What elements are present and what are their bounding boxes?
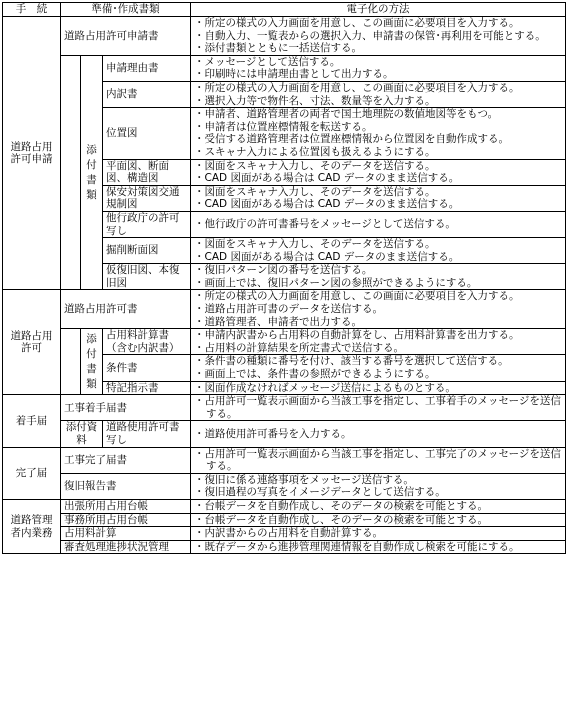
method-item: ・メッセージとして送信する。 xyxy=(194,55,341,68)
method-item: ・台帳データを自動作成し、そのデータの検索を可能とする。 xyxy=(194,499,489,512)
table-row xyxy=(3,513,566,527)
doc-reason-statement: 申請理由書 xyxy=(103,55,191,81)
method-item: ・復旧に係る連絡事項をメッセージ送信する。 xyxy=(194,473,414,486)
method-item: ・CAD 図面がある場合は CAD データのまま送信する。 xyxy=(194,198,460,211)
method-item: ・道路管理者、申請者で出力する。 xyxy=(194,315,363,328)
method-item: ・占用許可一覧表示画面から当該工事を指定し、工事着手のメッセージを送信する。 xyxy=(194,395,561,420)
doc-conditions: 条件書 xyxy=(103,355,191,381)
doc-start-notice: 工事着手届書 xyxy=(61,395,191,421)
method-cell xyxy=(191,473,566,499)
procedure-table xyxy=(2,2,566,554)
doc-permit: 道路占用許可書 xyxy=(61,290,191,329)
method-item: ・内訳書からの占用料を自動計算する。 xyxy=(194,527,384,540)
doc-office-ledger: 事務所用占用台帳 xyxy=(61,513,191,527)
doc-road-use-permit-copy: 道路使用許可書写し xyxy=(103,421,191,447)
method-item: ・CAD 図面がある場合は CAD データのまま送信する。 xyxy=(194,172,460,185)
method-item: ・画面上では、条件書の参照ができるようにする。 xyxy=(194,368,436,381)
method-cell xyxy=(191,355,566,381)
method-item: ・スキャナ入力による位置図も扱えるようにする。 xyxy=(194,145,436,158)
header-documents: 準備･作成書類 xyxy=(61,3,191,17)
attachment-group-label: 添付書類 xyxy=(81,55,103,290)
method-item: ・図面作成なければメッセージ送信によるものとする。 xyxy=(194,381,456,394)
method-cell xyxy=(191,499,566,513)
method-cell xyxy=(191,329,566,355)
table-row xyxy=(3,290,566,329)
doc-safety-traffic-plans: 保安対策図交通規制図 xyxy=(103,185,191,211)
method-item: ・申請内訳書から占用料の自動計算をし、占用料計算書を出力する。 xyxy=(194,329,520,342)
doc-application-form: 道路占用許可申請書 xyxy=(61,17,191,56)
attachment-material-label: 添付資料 xyxy=(61,421,103,447)
method-item: ・台帳データを自動作成し、そのデータの検索を可能とする。 xyxy=(194,513,489,526)
header-row xyxy=(3,3,566,17)
method-item: ・既存データから進捗管理関連情報を自動作成し検索を可能にする。 xyxy=(194,540,520,553)
method-item: ・図面をスキャナ入力し、そのデータを送信する。 xyxy=(194,185,436,198)
method-item: ・画面上では、復旧パターン図の参照ができるようにする。 xyxy=(194,276,478,289)
procedure-application: 道路占用許可申請 xyxy=(3,17,61,290)
method-item: ・道路使用許可番号を入力する。 xyxy=(194,427,352,440)
doc-progress-management: 審査処理進捗状況管理 xyxy=(61,540,191,554)
table-row xyxy=(3,527,566,541)
doc-excavation-section: 掘削断面図 xyxy=(103,238,191,264)
procedure-completion: 完了届 xyxy=(3,447,61,499)
doc-completion-notice: 工事完了届書 xyxy=(61,447,191,473)
method-cell xyxy=(191,185,566,211)
blank-cell xyxy=(61,55,81,290)
doc-restoration-report: 復旧報告書 xyxy=(61,473,191,499)
blank-cell xyxy=(61,329,81,395)
method-cell xyxy=(191,421,566,447)
method-cell xyxy=(191,290,566,329)
procedure-permit: 道路占用許可 xyxy=(3,290,61,395)
method-cell xyxy=(191,527,566,541)
method-item: ・復旧過程の写真をイメージデータとして送信する。 xyxy=(194,486,446,499)
doc-branch-ledger: 出張所用占用台帳 xyxy=(61,499,191,513)
method-cell xyxy=(191,211,566,237)
doc-plan-section-drawings: 平面図、断面図、構造図 xyxy=(103,159,191,185)
method-item: ・復旧パターン図の番号を送信する。 xyxy=(194,264,373,277)
method-item: ・条件書の種類に番号を付け、該当する番号を選択して送信する。 xyxy=(194,355,509,368)
table-row xyxy=(3,55,566,81)
doc-other-agency-permit: 他行政庁の許可写し xyxy=(103,211,191,237)
method-item: ・CAD 図面がある場合は CAD データのまま送信する。 xyxy=(194,250,460,263)
method-item: ・自動入力、一覧表からの選択入力、申請書の保管･再利用を可能とする。 xyxy=(194,29,546,42)
method-cell xyxy=(191,108,566,159)
doc-special-instructions: 特記指示書 xyxy=(103,381,191,395)
table-row xyxy=(3,473,566,499)
method-cell xyxy=(191,238,566,264)
method-item: ・申請者、道路管理者の両者で国土地理院の数値地図等をもつ。 xyxy=(194,108,499,121)
method-cell xyxy=(191,447,566,473)
table-row xyxy=(3,421,566,447)
method-item: ・道路占用許可書のデータを送信する。 xyxy=(194,303,384,316)
doc-fee-calc: 占用料計算 xyxy=(61,527,191,541)
procedure-start: 着手届 xyxy=(3,395,61,447)
method-cell xyxy=(191,381,566,395)
method-item: ・選択入力等で物件名、寸法、数量等を入力する。 xyxy=(194,94,436,107)
method-cell xyxy=(191,55,566,81)
table-row xyxy=(3,17,566,56)
attachment-group-label: 添付書類 xyxy=(81,329,103,395)
method-item: ・申請者は位置座標情報を転送する。 xyxy=(194,120,373,133)
doc-restoration-plans: 仮復旧図、本復旧図 xyxy=(103,264,191,290)
header-method: 電子化の方法 xyxy=(191,3,566,17)
method-cell xyxy=(191,159,566,185)
method-item: ・印刷時には申請理由書として出力する。 xyxy=(194,68,394,81)
table-row xyxy=(3,540,566,554)
table-row xyxy=(3,395,566,421)
method-item: ・図面をスキャナ入力し、そのデータを送信する。 xyxy=(194,159,436,172)
method-item: ・所定の様式の入力画面を用意し、この画面に必要項目を入力する。 xyxy=(194,81,520,94)
method-item: ・添付書類とともに一括送信する。 xyxy=(194,42,363,55)
table-row xyxy=(3,499,566,513)
method-item: ・図面をスキャナ入力し、そのデータを送信する。 xyxy=(194,238,436,251)
table-row xyxy=(3,447,566,473)
method-cell xyxy=(191,17,566,56)
method-cell xyxy=(191,540,566,554)
method-cell xyxy=(191,513,566,527)
method-cell xyxy=(191,81,566,107)
method-item: ・所定の様式の入力画面を用意し、この画面に必要項目を入力する。 xyxy=(194,17,520,29)
table-row xyxy=(3,329,566,355)
method-item: ・占用許可一覧表示画面から当該工事を指定し、工事完了のメッセージを送信する。 xyxy=(194,447,561,473)
method-cell xyxy=(191,395,566,421)
header-procedure: 手 続 xyxy=(3,3,61,17)
method-cell xyxy=(191,264,566,290)
doc-breakdown: 内訳書 xyxy=(103,81,191,107)
procedure-internal: 道路管理者内業務 xyxy=(3,499,61,553)
method-item: ・受信する道路管理者は位置座標情報から位置図を自動作成する。 xyxy=(194,133,510,146)
method-item: ・他行政庁の許可書番号をメッセージとして送信する。 xyxy=(194,218,456,231)
doc-fee-calculation: 占用料計算書（含む内訳書） xyxy=(103,329,191,355)
method-item: ・占用料の計算結果を所定書式で送信する。 xyxy=(194,341,405,354)
doc-location-map: 位置図 xyxy=(103,108,191,159)
method-item: ・所定の様式の入力画面を用意し、この画面に必要項目を入力する。 xyxy=(194,290,520,303)
